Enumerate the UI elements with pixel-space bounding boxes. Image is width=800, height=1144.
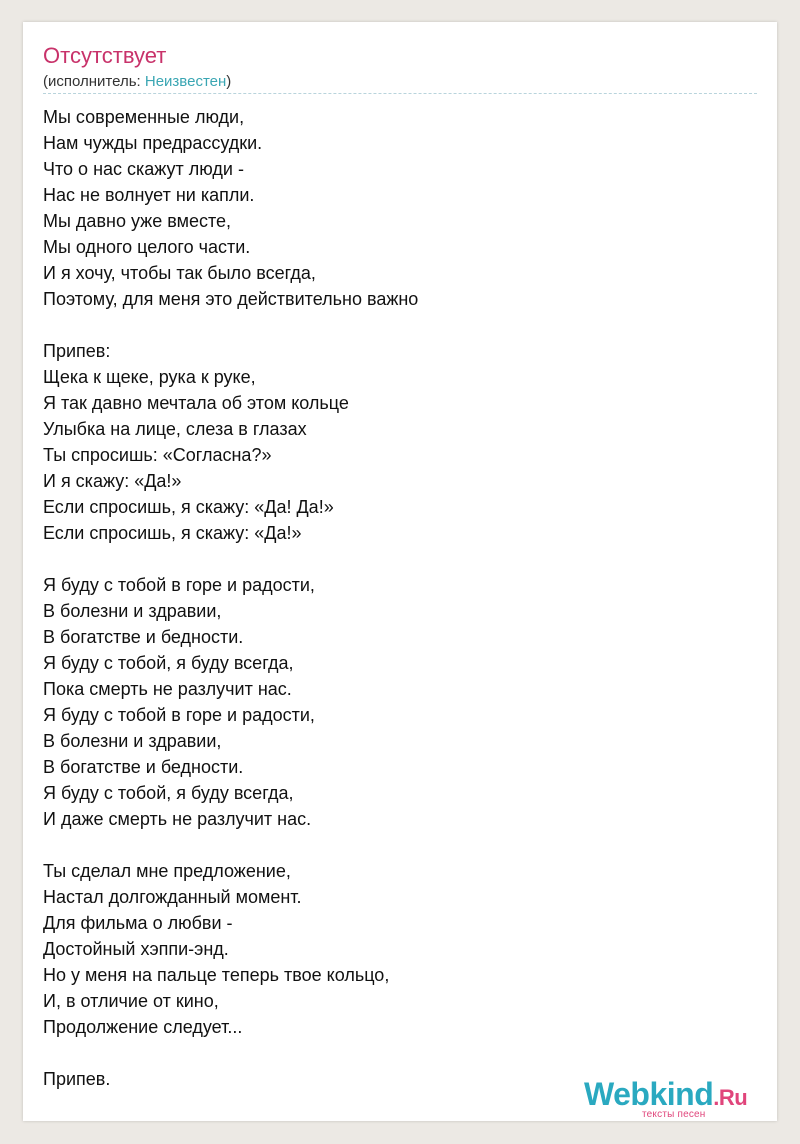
lyric-line: Но у меня на пальце теперь твое кольцо, <box>43 965 390 985</box>
lyrics-page <box>23 22 777 1121</box>
lyric-line: Поэтому, для меня это действительно важно <box>43 289 419 309</box>
logo-word: Webkind <box>584 1076 714 1112</box>
lyric-line: В богатстве и бедности. <box>43 627 244 647</box>
lyric-line: Если спросишь, я скажу: «Да! Да!» <box>43 497 334 517</box>
stanza-gap <box>43 312 757 338</box>
lyric-line: Если спросишь, я скажу: «Да!» <box>43 523 302 543</box>
lyric-line: Мы давно уже вместе, <box>43 211 232 231</box>
lyric-line: Я буду с тобой в горе и радости, <box>43 575 315 595</box>
lyric-line: В богатстве и бедности. <box>43 757 244 777</box>
lyric-line: Я буду с тобой в горе и радости, <box>43 705 315 725</box>
lyric-line: Продолжение следует... <box>43 1017 243 1037</box>
lyric-line: И, в отличие от кино, <box>43 991 219 1011</box>
stanza-gap <box>43 832 757 858</box>
lyric-line: Щека к щеке, рука к руке, <box>43 367 256 387</box>
webkind-logo[interactable] <box>584 1076 777 1118</box>
lyric-line: Улыбка на лице, слеза в глазах <box>43 419 307 439</box>
lyric-line: И я хочу, чтобы так было всегда, <box>43 263 316 283</box>
lyric-line: Нас не волнует ни капли. <box>43 185 255 205</box>
lyric-line: Мы одного целого части. <box>43 237 251 257</box>
lyric-line: Припев: <box>43 341 111 361</box>
artist-prefix: (исполнитель: <box>43 73 145 90</box>
lyric-line: Пока смерть не разлучит нас. <box>43 679 292 699</box>
lyric-line: Достойный хэппи-энд. <box>43 939 229 959</box>
lyric-line: Для фильма о любви - <box>43 913 233 933</box>
lyric-line: В болезни и здравии, <box>43 731 222 751</box>
song-title: Отсутствует <box>43 43 167 68</box>
lyrics-text <box>43 104 757 1092</box>
stanza-gap <box>43 1040 757 1066</box>
artist-suffix: ) <box>226 73 232 90</box>
lyric-line: Я буду с тобой, я буду всегда, <box>43 783 294 803</box>
lyric-line: И даже смерть не разлучит нас. <box>43 809 312 829</box>
lyric-line: Нам чужды предрассудки. <box>43 133 263 153</box>
lyric-line: Ты сделал мне предложение, <box>43 861 291 881</box>
lyric-line: Я буду с тобой, я буду всегда, <box>43 653 294 673</box>
lyric-line: В болезни и здравии, <box>43 601 222 621</box>
lyric-line: Что о нас скажут люди - <box>43 159 244 179</box>
lyric-line: Настал долгожданный момент. <box>43 887 302 907</box>
lyric-line: И я скажу: «Да!» <box>43 471 182 491</box>
logo-tagline: тексты песен <box>642 1109 706 1120</box>
lyric-line: Ты спросишь: «Согласна?» <box>43 445 272 465</box>
stanza-gap <box>43 546 757 572</box>
logo-tld: .Ru <box>713 1085 748 1110</box>
lyric-line: Припев. <box>43 1069 111 1089</box>
lyric-line: Мы современные люди, <box>43 107 245 127</box>
artist-link[interactable]: Неизвестен <box>144 73 227 90</box>
divider <box>43 93 757 94</box>
lyric-line: Я так давно мечтала об этом кольце <box>43 393 349 413</box>
artist-line <box>43 73 231 91</box>
